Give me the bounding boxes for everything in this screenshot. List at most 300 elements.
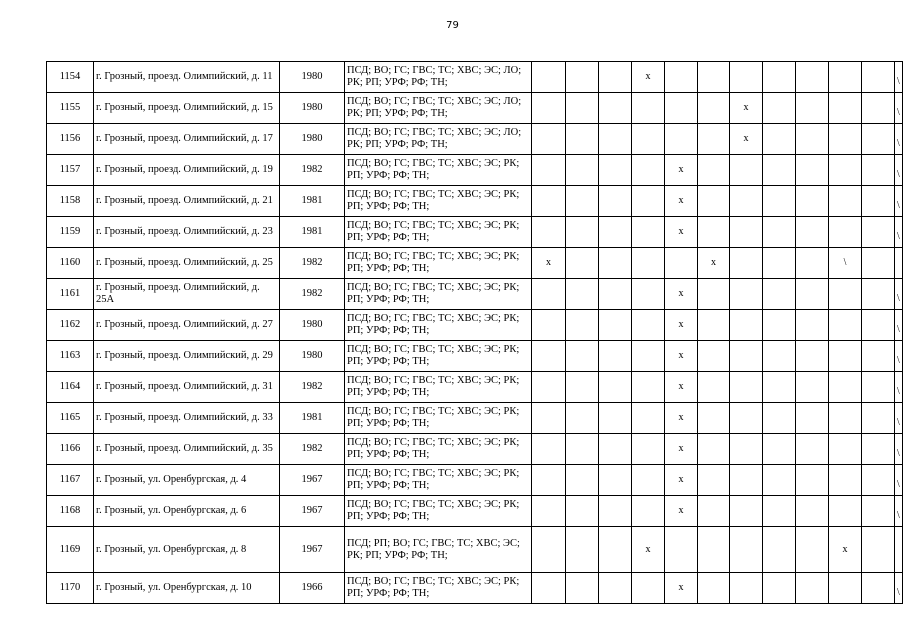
mark-cell bbox=[566, 527, 599, 573]
tick-mark-cell bbox=[895, 62, 903, 93]
tick-mark-icon: \ bbox=[897, 587, 900, 598]
mark-cell bbox=[698, 496, 730, 527]
mark-cell bbox=[796, 310, 829, 341]
works-list-cell: ПСД; ВО; ГС; ГВС; ТС; ХВС; ЭС; РК; РП; УРФ; РФ; ТН; bbox=[345, 465, 532, 496]
mark-cell: x bbox=[730, 93, 763, 124]
row-number-cell: 1160 bbox=[47, 248, 94, 279]
mark-cell bbox=[532, 62, 566, 93]
mark-cell bbox=[862, 527, 895, 573]
mark-cell bbox=[665, 93, 698, 124]
mark-cell bbox=[730, 496, 763, 527]
mark-cell bbox=[829, 434, 862, 465]
tick-mark-icon: \ bbox=[897, 324, 900, 335]
mark-cell bbox=[599, 93, 632, 124]
mark-cell bbox=[796, 248, 829, 279]
mark-cell bbox=[862, 279, 895, 310]
address-cell: г. Грозный, проезд. Олимпийский, д. 31 bbox=[94, 372, 280, 403]
mark-cell bbox=[566, 248, 599, 279]
mark-cell bbox=[698, 310, 730, 341]
mark-cell bbox=[763, 62, 796, 93]
table-row bbox=[47, 93, 903, 124]
tick-mark-icon: \ bbox=[897, 200, 900, 211]
row-number-cell: 1156 bbox=[47, 124, 94, 155]
mark-cell bbox=[763, 155, 796, 186]
works-list-cell: ПСД; ВО; ГС; ГВС; ТС; ХВС; ЭС; РК; РП; УРФ; РФ; ТН; bbox=[345, 279, 532, 310]
mark-cell bbox=[566, 279, 599, 310]
mark-cell bbox=[730, 465, 763, 496]
mark-cell bbox=[599, 155, 632, 186]
mark-cell bbox=[698, 573, 730, 604]
address-cell: г. Грозный, проезд. Олимпийский, д. 11 bbox=[94, 62, 280, 93]
works-list-cell: ПСД; ВО; ГС; ГВС; ТС; ХВС; ЭС; РК; РП; УРФ; РФ; ТН; bbox=[345, 217, 532, 248]
year-built-cell: 1980 bbox=[280, 93, 345, 124]
mark-cell bbox=[763, 93, 796, 124]
tick-mark-cell bbox=[895, 573, 903, 604]
mark-cell bbox=[532, 573, 566, 604]
mark-cell bbox=[566, 372, 599, 403]
mark-cell: x bbox=[665, 573, 698, 604]
address-cell: г. Грозный, проезд. Олимпийский, д. 35 bbox=[94, 434, 280, 465]
year-built-cell: 1981 bbox=[280, 217, 345, 248]
mark-cell bbox=[862, 155, 895, 186]
mark-cell bbox=[532, 527, 566, 573]
mark-cell bbox=[796, 155, 829, 186]
mark-cell bbox=[829, 248, 862, 279]
mark-cell bbox=[862, 124, 895, 155]
mark-cell bbox=[665, 248, 698, 279]
mark-cell bbox=[698, 341, 730, 372]
mark-cell bbox=[730, 155, 763, 186]
year-built-cell: 1981 bbox=[280, 186, 345, 217]
mark-cell bbox=[829, 62, 862, 93]
mark-cell bbox=[763, 124, 796, 155]
mark-cell bbox=[599, 217, 632, 248]
mark-cell bbox=[566, 496, 599, 527]
table-row bbox=[47, 217, 903, 248]
mark-cell: x bbox=[665, 186, 698, 217]
mark-cell bbox=[730, 248, 763, 279]
address-cell: г. Грозный, ул. Оренбургская, д. 6 bbox=[94, 496, 280, 527]
row-number-cell: 1155 bbox=[47, 93, 94, 124]
mark-cell: x bbox=[665, 155, 698, 186]
mark-cell: x bbox=[632, 527, 665, 573]
table-row bbox=[47, 496, 903, 527]
works-list-cell: ПСД; ВО; ГС; ГВС; ТС; ХВС; ЭС; РК; РП; УРФ; РФ; ТН; bbox=[345, 341, 532, 372]
mark-cell bbox=[730, 341, 763, 372]
tick-mark-icon: \ bbox=[897, 231, 900, 242]
mark-cell bbox=[763, 496, 796, 527]
address-cell: г. Грозный, проезд. Олимпийский, д. 19 bbox=[94, 155, 280, 186]
mark-cell bbox=[763, 341, 796, 372]
housing-registry-table bbox=[46, 61, 903, 604]
works-list-cell: ПСД; ВО; ГС; ГВС; ТС; ХВС; ЭС; ЛО; РК; РП; УРФ; РФ; ТН; bbox=[345, 124, 532, 155]
mark-cell bbox=[632, 124, 665, 155]
table-row bbox=[47, 573, 903, 604]
row-number-cell: 1157 bbox=[47, 155, 94, 186]
tick-mark-cell bbox=[895, 341, 903, 372]
mark-cell bbox=[829, 496, 862, 527]
year-built-cell: 1982 bbox=[280, 279, 345, 310]
mark-cell bbox=[632, 434, 665, 465]
table-row bbox=[47, 279, 903, 310]
mark-cell bbox=[698, 186, 730, 217]
mark-cell bbox=[829, 217, 862, 248]
year-built-cell: 1980 bbox=[280, 341, 345, 372]
mark-cell bbox=[829, 186, 862, 217]
tick-mark-icon: \ bbox=[897, 293, 900, 304]
mark-cell bbox=[862, 62, 895, 93]
tick-mark-cell bbox=[895, 434, 903, 465]
mark-cell bbox=[829, 403, 862, 434]
mark-cell bbox=[796, 186, 829, 217]
mark-cell bbox=[763, 403, 796, 434]
mark-cell bbox=[862, 248, 895, 279]
mark-cell bbox=[796, 341, 829, 372]
works-list-cell: ПСД; ВО; ГС; ГВС; ТС; ХВС; ЭС; РК; РП; УРФ; РФ; ТН; bbox=[345, 573, 532, 604]
mark-cell: x bbox=[665, 496, 698, 527]
mark-cell bbox=[665, 527, 698, 573]
mark-cell bbox=[532, 465, 566, 496]
mark-cell bbox=[730, 310, 763, 341]
mark-cell bbox=[632, 279, 665, 310]
address-cell: г. Грозный, проезд. Олимпийский, д. 33 bbox=[94, 403, 280, 434]
mark-cell bbox=[532, 496, 566, 527]
mark-cell: x bbox=[665, 279, 698, 310]
mark-cell bbox=[862, 372, 895, 403]
mark-cell bbox=[698, 155, 730, 186]
table-row bbox=[47, 186, 903, 217]
mark-cell bbox=[599, 186, 632, 217]
row-number-cell: 1162 bbox=[47, 310, 94, 341]
mark-cell bbox=[763, 279, 796, 310]
mark-cell: x bbox=[665, 434, 698, 465]
works-list-cell: ПСД; ВО; ГС; ГВС; ТС; ХВС; ЭС; РК; РП; УРФ; РФ; ТН; bbox=[345, 434, 532, 465]
row-number-cell: 1161 bbox=[47, 279, 94, 310]
mark-cell bbox=[566, 124, 599, 155]
mark-cell bbox=[566, 434, 599, 465]
row-number-cell: 1170 bbox=[47, 573, 94, 604]
mark-cell bbox=[665, 62, 698, 93]
mark-cell bbox=[599, 465, 632, 496]
mark-cell bbox=[763, 310, 796, 341]
table-row bbox=[47, 372, 903, 403]
mark-cell bbox=[796, 279, 829, 310]
tick-mark-cell bbox=[895, 248, 903, 279]
mark-cell bbox=[698, 62, 730, 93]
mark-cell bbox=[698, 93, 730, 124]
mark-cell bbox=[599, 573, 632, 604]
mark-cell bbox=[566, 465, 599, 496]
row-number-cell: 1164 bbox=[47, 372, 94, 403]
year-built-cell: 1982 bbox=[280, 372, 345, 403]
works-list-cell: ПСД; ВО; ГС; ГВС; ТС; ХВС; ЭС; РК; РП; УРФ; РФ; ТН; bbox=[345, 155, 532, 186]
table-row bbox=[47, 62, 903, 93]
mark-cell bbox=[632, 248, 665, 279]
mark-cell: x bbox=[665, 217, 698, 248]
tick-mark-cell bbox=[895, 186, 903, 217]
works-list-cell: ПСД; ВО; ГС; ГВС; ТС; ХВС; ЭС; ЛО; РК; РП; УРФ; РФ; ТН; bbox=[345, 62, 532, 93]
mark-cell bbox=[599, 310, 632, 341]
mark-cell bbox=[796, 93, 829, 124]
mark-cell bbox=[763, 434, 796, 465]
tick-mark-icon: \ bbox=[897, 76, 900, 87]
year-built-cell: 1967 bbox=[280, 496, 345, 527]
mark-cell bbox=[796, 124, 829, 155]
row-number-cell: 1166 bbox=[47, 434, 94, 465]
mark-cell bbox=[763, 372, 796, 403]
mark-cell bbox=[566, 310, 599, 341]
row-number-cell: 1163 bbox=[47, 341, 94, 372]
table-row bbox=[47, 465, 903, 496]
works-list-cell: ПСД; ВО; ГС; ГВС; ТС; ХВС; ЭС; РК; РП; УРФ; РФ; ТН; bbox=[345, 496, 532, 527]
tick-mark-icon: \ bbox=[897, 107, 900, 118]
tick-mark-cell bbox=[895, 372, 903, 403]
mark-cell bbox=[632, 465, 665, 496]
mark-cell bbox=[698, 465, 730, 496]
year-built-cell: 1980 bbox=[280, 62, 345, 93]
tick-mark-icon: \ bbox=[897, 138, 900, 149]
mark-cell bbox=[862, 186, 895, 217]
mark-cell bbox=[632, 186, 665, 217]
mark-cell bbox=[566, 93, 599, 124]
year-built-cell: 1967 bbox=[280, 465, 345, 496]
mark-cell bbox=[599, 124, 632, 155]
mark-cell bbox=[796, 496, 829, 527]
mark-cell bbox=[730, 403, 763, 434]
tick-mark-icon: \ bbox=[897, 417, 900, 428]
mark-cell bbox=[796, 403, 829, 434]
mark-cell bbox=[763, 217, 796, 248]
mark-cell bbox=[566, 403, 599, 434]
mark-cell bbox=[862, 573, 895, 604]
row-number-cell: 1154 bbox=[47, 62, 94, 93]
tick-mark-icon: \ bbox=[897, 355, 900, 366]
mark-cell bbox=[862, 465, 895, 496]
mark-cell bbox=[763, 465, 796, 496]
tick-mark-cell bbox=[895, 93, 903, 124]
mark-cell: x bbox=[730, 124, 763, 155]
address-cell: г. Грозный, проезд. Олимпийский, д. 23 bbox=[94, 217, 280, 248]
year-built-cell: 1982 bbox=[280, 434, 345, 465]
year-built-cell: 1980 bbox=[280, 124, 345, 155]
mark-cell bbox=[862, 403, 895, 434]
mark-cell bbox=[730, 527, 763, 573]
mark-cell: x bbox=[665, 341, 698, 372]
tick-mark-cell bbox=[895, 310, 903, 341]
table-row bbox=[47, 310, 903, 341]
row-number-cell: 1158 bbox=[47, 186, 94, 217]
mark-cell bbox=[829, 341, 862, 372]
mark-cell bbox=[796, 573, 829, 604]
mark-cell bbox=[532, 186, 566, 217]
mark-cell bbox=[632, 496, 665, 527]
mark-cell bbox=[763, 186, 796, 217]
row-number-cell: 1167 bbox=[47, 465, 94, 496]
mark-cell bbox=[829, 93, 862, 124]
mark-cell bbox=[730, 186, 763, 217]
mark-cell bbox=[763, 248, 796, 279]
tick-mark-icon: \ bbox=[897, 479, 900, 490]
mark-cell bbox=[796, 372, 829, 403]
mark-cell bbox=[698, 279, 730, 310]
tick-mark-icon: \ bbox=[897, 510, 900, 521]
tick-mark-cell bbox=[895, 279, 903, 310]
mark-cell: x bbox=[665, 403, 698, 434]
year-built-cell: 1982 bbox=[280, 248, 345, 279]
mark-cell bbox=[566, 573, 599, 604]
mark-cell bbox=[730, 217, 763, 248]
mark-cell bbox=[532, 217, 566, 248]
mark-cell bbox=[532, 155, 566, 186]
mark-cell bbox=[730, 372, 763, 403]
tick-mark-cell bbox=[895, 217, 903, 248]
year-built-cell: 1981 bbox=[280, 403, 345, 434]
mark-cell bbox=[632, 372, 665, 403]
mark-cell bbox=[862, 310, 895, 341]
mark-cell bbox=[730, 573, 763, 604]
mark-cell bbox=[829, 155, 862, 186]
mark-cell bbox=[698, 372, 730, 403]
mark-cell bbox=[862, 434, 895, 465]
tick-mark-icon: \ bbox=[843, 257, 847, 268]
row-number-cell: 1165 bbox=[47, 403, 94, 434]
mark-cell bbox=[532, 93, 566, 124]
mark-cell bbox=[566, 341, 599, 372]
works-list-cell: ПСД; ВО; ГС; ГВС; ТС; ХВС; ЭС; РК; РП; УРФ; РФ; ТН; bbox=[345, 186, 532, 217]
works-list-cell: ПСД; ВО; ГС; ГВС; ТС; ХВС; ЭС; РК; РП; УРФ; РФ; ТН; bbox=[345, 248, 532, 279]
address-cell: г. Грозный, ул. Оренбургская, д. 4 bbox=[94, 465, 280, 496]
works-list-cell: ПСД; РП; ВО; ГС; ГВС; ТС; ХВС; ЭС; РК; РП; УРФ; РФ; ТН; bbox=[345, 527, 532, 573]
tick-mark-icon: \ bbox=[897, 169, 900, 180]
mark-cell: x bbox=[829, 527, 862, 573]
mark-cell bbox=[829, 573, 862, 604]
mark-cell bbox=[796, 465, 829, 496]
table-row bbox=[47, 248, 903, 279]
year-built-cell: 1980 bbox=[280, 310, 345, 341]
works-list-cell: ПСД; ВО; ГС; ГВС; ТС; ХВС; ЭС; РК; РП; УРФ; РФ; ТН; bbox=[345, 310, 532, 341]
mark-cell: x bbox=[665, 310, 698, 341]
mark-cell bbox=[532, 124, 566, 155]
table-row bbox=[47, 341, 903, 372]
mark-cell bbox=[632, 217, 665, 248]
mark-cell bbox=[566, 155, 599, 186]
address-cell: г. Грозный, ул. Оренбургская, д. 10 bbox=[94, 573, 280, 604]
works-list-cell: ПСД; ВО; ГС; ГВС; ТС; ХВС; ЭС; РК; РП; УРФ; РФ; ТН; bbox=[345, 372, 532, 403]
address-cell: г. Грозный, проезд. Олимпийский, д. 25А bbox=[94, 279, 280, 310]
mark-cell bbox=[698, 527, 730, 573]
year-built-cell: 1982 bbox=[280, 155, 345, 186]
mark-cell bbox=[566, 62, 599, 93]
works-list-cell: ПСД; ВО; ГС; ГВС; ТС; ХВС; ЭС; ЛО; РК; РП; УРФ; РФ; ТН; bbox=[345, 93, 532, 124]
table-row bbox=[47, 155, 903, 186]
mark-cell bbox=[862, 496, 895, 527]
mark-cell bbox=[599, 248, 632, 279]
mark-cell bbox=[730, 434, 763, 465]
mark-cell bbox=[730, 279, 763, 310]
mark-cell: x bbox=[632, 62, 665, 93]
mark-cell bbox=[632, 573, 665, 604]
address-cell: г. Грозный, проезд. Олимпийский, д. 15 bbox=[94, 93, 280, 124]
tick-mark-cell bbox=[895, 124, 903, 155]
table-row bbox=[47, 403, 903, 434]
tick-mark-cell bbox=[895, 155, 903, 186]
mark-cell bbox=[698, 124, 730, 155]
mark-cell bbox=[599, 341, 632, 372]
row-number-cell: 1159 bbox=[47, 217, 94, 248]
tick-mark-cell bbox=[895, 465, 903, 496]
mark-cell bbox=[532, 279, 566, 310]
mark-cell bbox=[796, 62, 829, 93]
mark-cell bbox=[532, 341, 566, 372]
mark-cell bbox=[829, 124, 862, 155]
mark-cell bbox=[763, 527, 796, 573]
mark-cell bbox=[698, 403, 730, 434]
mark-cell: x bbox=[532, 248, 566, 279]
mark-cell bbox=[599, 527, 632, 573]
tick-mark-cell bbox=[895, 496, 903, 527]
mark-cell bbox=[862, 93, 895, 124]
mark-cell bbox=[829, 310, 862, 341]
mark-cell bbox=[632, 403, 665, 434]
mark-cell bbox=[665, 124, 698, 155]
mark-cell bbox=[829, 465, 862, 496]
address-cell: г. Грозный, проезд. Олимпийский, д. 29 bbox=[94, 341, 280, 372]
mark-cell bbox=[829, 279, 862, 310]
mark-cell bbox=[566, 186, 599, 217]
mark-cell bbox=[730, 62, 763, 93]
year-built-cell: 1967 bbox=[280, 527, 345, 573]
mark-cell bbox=[599, 279, 632, 310]
mark-cell bbox=[532, 434, 566, 465]
row-number-cell: 1168 bbox=[47, 496, 94, 527]
mark-cell bbox=[599, 403, 632, 434]
mark-cell bbox=[862, 341, 895, 372]
table-row bbox=[47, 434, 903, 465]
mark-cell bbox=[599, 372, 632, 403]
address-cell: г. Грозный, проезд. Олимпийский, д. 17 bbox=[94, 124, 280, 155]
mark-cell bbox=[599, 62, 632, 93]
mark-cell bbox=[532, 372, 566, 403]
mark-cell bbox=[796, 434, 829, 465]
mark-cell bbox=[532, 403, 566, 434]
mark-cell bbox=[698, 217, 730, 248]
table-row bbox=[47, 124, 903, 155]
page-number: 79 bbox=[446, 20, 459, 31]
address-cell: г. Грозный, проезд. Олимпийский, д. 25 bbox=[94, 248, 280, 279]
address-cell: г. Грозный, ул. Оренбургская, д. 8 bbox=[94, 527, 280, 573]
mark-cell bbox=[829, 372, 862, 403]
year-built-cell: 1966 bbox=[280, 573, 345, 604]
address-cell: г. Грозный, проезд. Олимпийский, д. 27 bbox=[94, 310, 280, 341]
tick-mark-icon: \ bbox=[897, 448, 900, 459]
mark-cell bbox=[566, 217, 599, 248]
mark-cell bbox=[632, 155, 665, 186]
mark-cell bbox=[796, 527, 829, 573]
address-cell: г. Грозный, проезд. Олимпийский, д. 21 bbox=[94, 186, 280, 217]
mark-cell bbox=[532, 310, 566, 341]
mark-cell: x bbox=[665, 372, 698, 403]
mark-cell bbox=[599, 496, 632, 527]
mark-cell: x bbox=[665, 465, 698, 496]
row-number-cell: 1169 bbox=[47, 527, 94, 573]
mark-cell bbox=[862, 217, 895, 248]
tick-mark-icon: \ bbox=[897, 386, 900, 397]
tick-mark-cell bbox=[895, 403, 903, 434]
tick-mark-cell bbox=[895, 527, 903, 573]
table-row bbox=[47, 527, 903, 573]
mark-cell bbox=[763, 573, 796, 604]
mark-cell bbox=[632, 341, 665, 372]
